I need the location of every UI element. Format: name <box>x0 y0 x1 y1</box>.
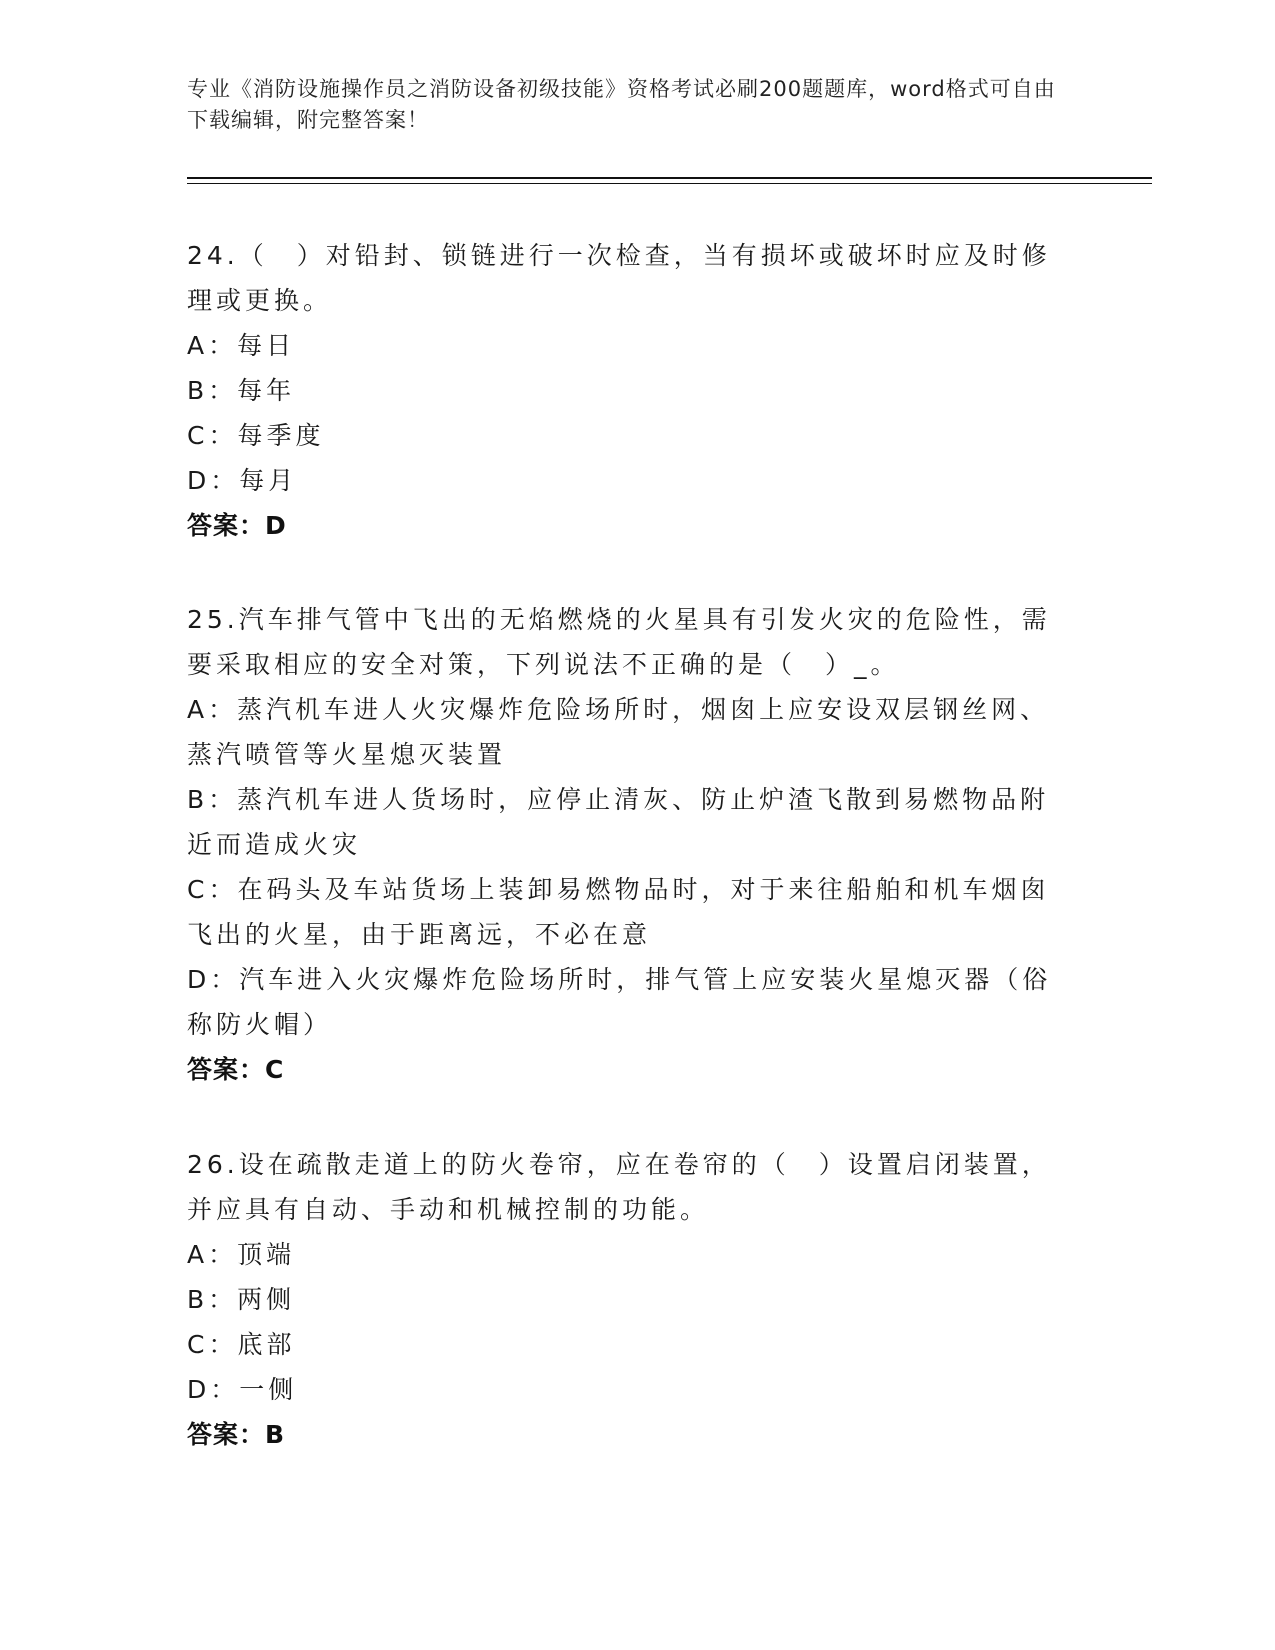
document-header: 专业《消防设施操作员之消防设备初级技能》资格考试必刷200题题库，word格式可自由下载编辑，附完整答案！ <box>187 77 1056 132</box>
answer-label: 答案：D <box>187 511 287 540</box>
option-d: D：汽车进入火灾爆炸危险场所时，排气管上应安装火星熄灭器（俗称防火帽） <box>187 965 1052 1039</box>
option-d: D：一侧 <box>187 1375 298 1404</box>
option-a: A：每日 <box>187 331 296 360</box>
question-stem: 25.汽车排气管中飞出的无焰燃烧的火星具有引发火灾的危险性，需要采取相应的安全对策，下列说法不正确的是（ ）_。 <box>187 605 1051 679</box>
answer-label: 答案：C <box>187 1055 285 1084</box>
question-stem: 26.设在疏散走道上的防火卷帘，应在卷帘的（ ）设置启闭装置，并应具有自动、手动和机械控制的功能。 <box>187 1150 1051 1224</box>
option-b: B：蒸汽机车进人货场时，应停止清灰、防止炉渣飞散到易燃物品附近而造成火灾 <box>187 785 1050 859</box>
option-c: C：在码头及车站货场上装卸易燃物品时，对于来往船舶和机车烟囱飞出的火星，由于距离远，不必在意 <box>187 875 1050 949</box>
answer-label: 答案：B <box>187 1420 286 1449</box>
header-divider <box>187 177 1152 184</box>
option-a: A：蒸汽机车进人火灾爆炸危险场所时，烟囱上应安设双层钢丝网、蒸汽喷管等火星熄灭装置 <box>187 695 1050 769</box>
question-25 <box>187 597 1067 1092</box>
option-a: A：顶端 <box>187 1240 296 1269</box>
option-d: D：每月 <box>187 466 298 495</box>
option-b: B：每年 <box>187 376 296 405</box>
question-24 <box>187 233 1067 548</box>
option-b: B：两侧 <box>187 1285 296 1314</box>
question-stem: 24.（ ）对铅封、锁链进行一次检查，当有损坏或破坏时应及时修理或更换。 <box>187 241 1051 315</box>
option-c: C：每季度 <box>187 421 325 450</box>
question-26 <box>187 1142 1067 1457</box>
option-c: C：底部 <box>187 1330 296 1359</box>
